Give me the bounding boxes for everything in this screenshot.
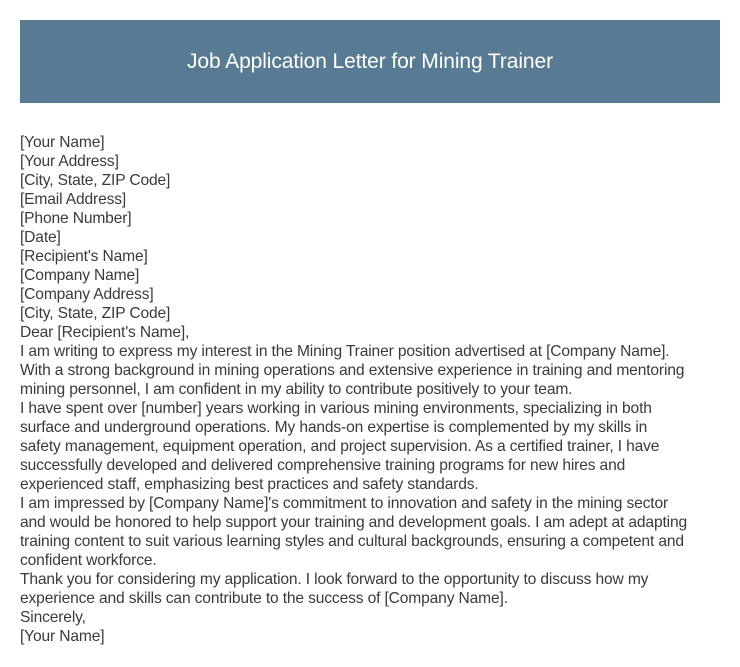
paragraph-line: experience and skills can contribute to the success of [Company Name].: [20, 590, 508, 607]
paragraph-line: I am writing to express my interest in the Mining Trainer position advertised at [Company Name].: [20, 343, 670, 360]
sender-email: [Email Address]: [20, 191, 127, 208]
paragraph-line: training content to suit various learning styles and cultural backgrounds, ensuring a competent and: [20, 533, 684, 550]
letter-body: [20, 133, 730, 646]
paragraph-line: safety management, equipment operation, and project supervision. As a certified trainer, I have: [20, 438, 660, 455]
paragraph-line: confident workforce.: [20, 552, 157, 569]
sender-block: [20, 133, 730, 228]
paragraph-line: and would be honored to help support your training and development goals. I am adept at adapting: [20, 514, 688, 531]
paragraph-line: With a strong background in mining operations and extensive experience in training and mentoring: [20, 362, 685, 379]
paragraph-line: experienced staff, emphasizing best practices and safety standards.: [20, 476, 479, 493]
sender-name: [Your Name]: [20, 134, 105, 151]
signature: [Your Name]: [20, 628, 105, 645]
sender-address: [Your Address]: [20, 153, 119, 170]
recipient-company: [Company Name]: [20, 267, 140, 284]
paragraph-company: [20, 494, 730, 570]
recipient-name: [Recipient's Name]: [20, 248, 148, 265]
paragraph-experience: [20, 399, 730, 494]
recipient-address: [Company Address]: [20, 286, 154, 303]
paragraph-intro: [20, 342, 730, 399]
paragraph-closing: [20, 570, 730, 608]
paragraph-line: surface and underground operations. My hands-on expertise is complemented by my skills in: [20, 419, 648, 436]
sender-phone: [Phone Number]: [20, 210, 132, 227]
paragraph-line: I have spent over [number] years working in various mining environments, specializing in both: [20, 400, 652, 417]
recipient-block: [20, 247, 730, 323]
paragraph-line: Thank you for considering my application. I look forward to the opportunity to discuss how my: [20, 571, 649, 588]
paragraph-line: successfully developed and delivered comprehensive training programs for new hires and: [20, 457, 626, 474]
recipient-city: [City, State, ZIP Code]: [20, 305, 171, 322]
paragraph-line: I am impressed by [Company Name]'s commitment to innovation and safety in the mining sector: [20, 495, 669, 512]
page-title: Job Application Letter for Mining Trainer: [187, 49, 553, 73]
salutation: Dear [Recipient's Name],: [20, 324, 190, 341]
closing: Sincerely,: [20, 609, 86, 626]
sender-city: [City, State, ZIP Code]: [20, 172, 171, 189]
paragraph-line: mining personnel, I am confident in my ability to contribute positively to your team.: [20, 381, 573, 398]
letter-header: [20, 20, 720, 103]
letter-date: [Date]: [20, 229, 61, 246]
